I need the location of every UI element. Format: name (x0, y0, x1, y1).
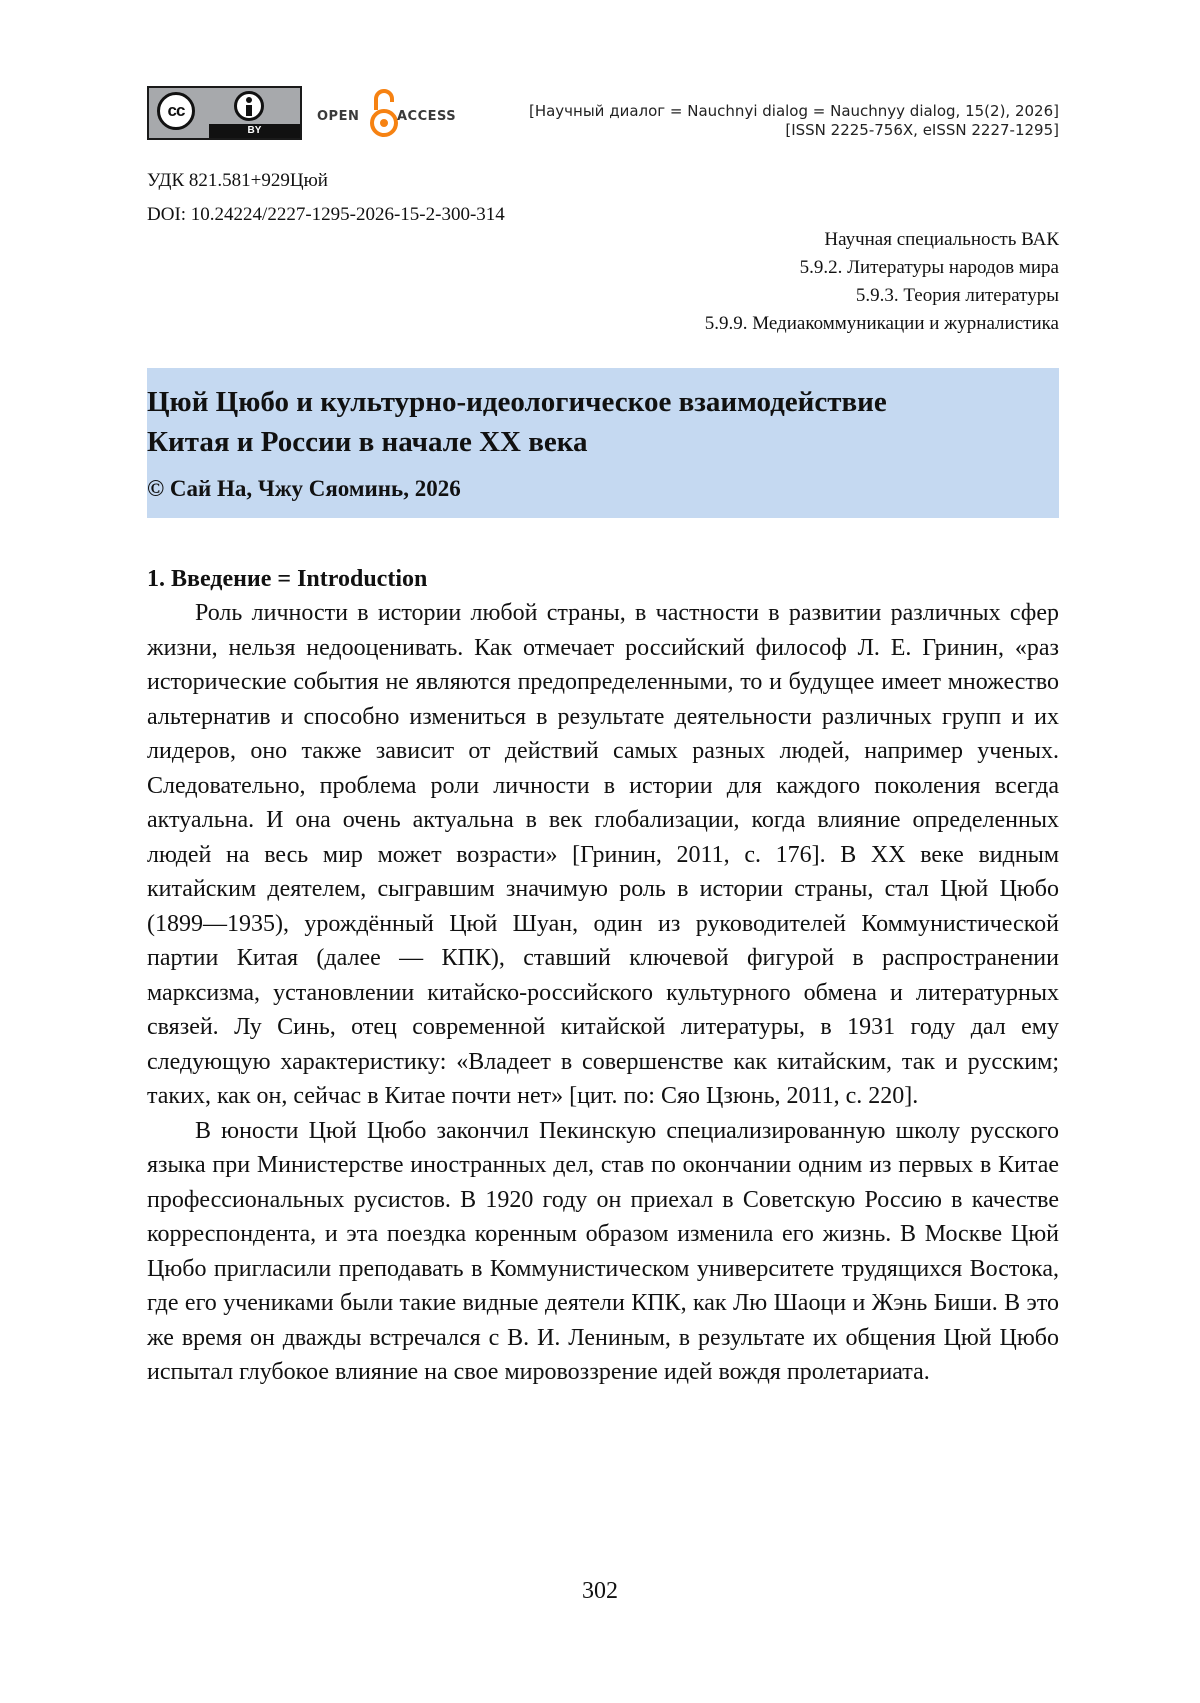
article-title-line: Китая и России в начале XX века (147, 426, 588, 458)
journal-citation-line: [Научный диалог = Nauchnyi dialog = Nauchnyy dialog, 15(2), 2026] (528, 102, 1059, 120)
doi-link[interactable]: DOI: 10.24224/2227-1295-2026-15-2-300-314 (147, 204, 505, 225)
body-paragraph: В юности Цюй Цюбо закончил Пекинскую специализированную школу русского языка при Министерстве иностранных дел, став по окончании одним из первых в Китае профессиональных русистов. В 1920 году он приехал в Советскую Россию в качестве корреспондента, и эта поездка коренным образом изменила его жизнь. В Москве Цюй Цюбо пригласили преподавать в Коммунистическом университете трудящихся Востока, где его учениками были такие видные деятели КПК, как Лю Шаоци и Жэнь Биши. В это же время он дважды встречался с В. И. Лениным, в результате их общения Цюй Цюбо испытал глубокое влияние на свое мировоззрение идей вождя пролетариата. (147, 1117, 1059, 1385)
specialty-item: 5.9.3. Теория литературы (855, 285, 1059, 306)
open-access-logo (317, 86, 467, 140)
open-access-word-access: ACCESS (397, 109, 457, 124)
creative-commons-icon: cc (157, 92, 195, 130)
article-title-line: Цюй Цюбо и культурно-идеологическое взаимодействие (147, 386, 887, 418)
open-access-lock-icon (369, 86, 399, 140)
journal-issn-line: [ISSN 2225-756X, eISSN 2227-1295] (785, 121, 1059, 139)
body-paragraph: Роль личности в истории любой страны, в частности в развитии различных сфер жизни, нельзя недооценивать. Как отмечает российский философ Л. Е. Гринин, «раз исторические события не являются предопределенными, то и будущее имеет множество альтернатив и способно измениться в результате деятельности различных групп и их лидеров, оно также зависит от действий самых разных людей, например ученых. Следовательно, проблема роли личности в истории для каждого поколения всегда актуальна. И она очень актуальна в век глобализации, когда влияние определенных людей на весь мир может возрасти» [Гринин, 2011, с. 176]. В XX веке видным китайским деятелем, сыгравшим значимую роль в истории страны, стал Цюй Цюбо (1899—1935), урождённый Цюй Шуан, один из руководителей Коммунистической партии Китая (далее — КПК), ставший ключевой фигурой в распространении марксизма, установлении китайско-российского культурного обмена и литературных связей. Лу Синь, отец современной китайской литературы, в 1931 году дал ему следующую характеристику: «Владеет в совершенстве как китайским, так и русским; таких, как он, сейчас в Китае почти нет» [цит. по: Сяо Цзюнь, 2011, с. 220]. (147, 600, 1059, 1109)
cc-by-license-badge[interactable] (147, 86, 302, 140)
article-meta (147, 164, 1059, 232)
title-block (147, 368, 1059, 518)
by-label: BY (209, 124, 300, 138)
specialty-block (147, 226, 1059, 338)
udk-code: УДК 821.581+929Цюй (147, 170, 328, 191)
specialty-heading: Научная специальность ВАК (824, 229, 1059, 250)
page-number: 302 (582, 1578, 618, 1604)
open-access-word-open: OPEN (317, 109, 360, 124)
page-header (147, 86, 1059, 142)
journal-citation (529, 102, 1059, 140)
article-page (147, 86, 1059, 1390)
section-heading: 1. Введение = Introduction (147, 566, 428, 592)
article-authors: © Сай На, Чжу Сяоминь, 2026 (147, 476, 461, 501)
specialty-item: 5.9.2. Литературы народов мира (799, 257, 1059, 278)
article-title (147, 382, 1059, 462)
attribution-person-icon (234, 91, 264, 121)
specialty-item: 5.9.9. Медиакоммуникации и журналистика (704, 313, 1059, 334)
